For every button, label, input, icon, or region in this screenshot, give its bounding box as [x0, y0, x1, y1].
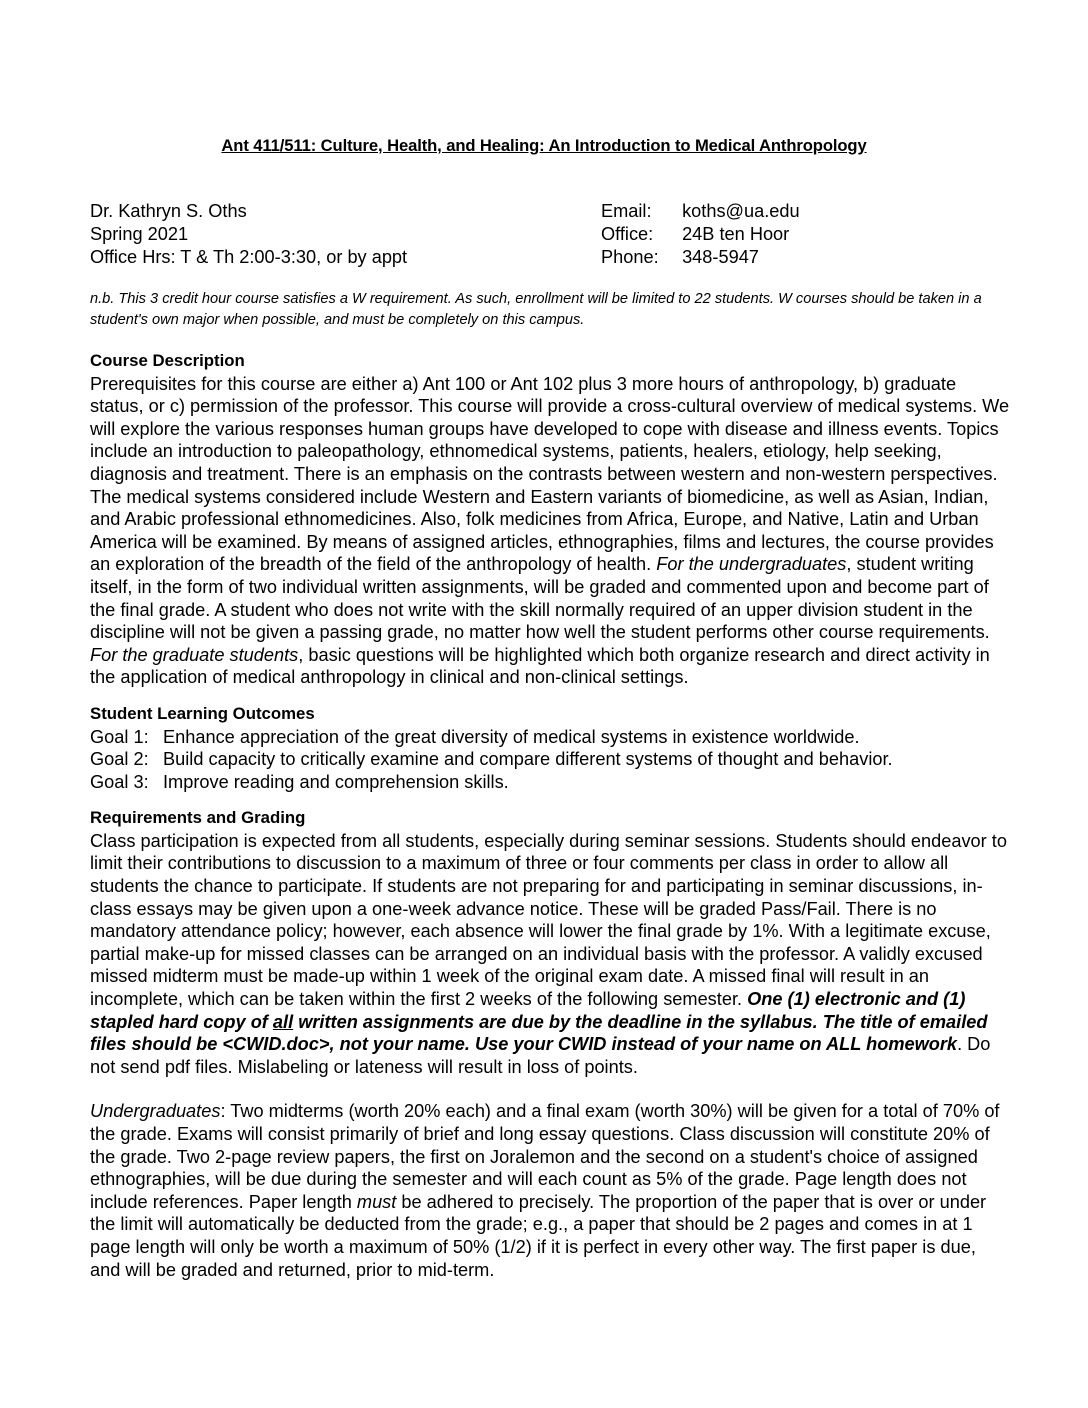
office-label: Office: — [601, 223, 654, 244]
undergraduates-text — [90, 1100, 1010, 1281]
goal-label: Goal 2: — [90, 749, 149, 770]
goal-item — [90, 771, 1010, 794]
requirements-heading: Requirements and Grading — [90, 808, 306, 828]
course-description-part-2: , student writing itself, in the form of two individual written assignments, will be graded and commented upon and become part of the final grade. A student who does not write with the skill normally required of an upper division student in the discipline will not be given a passing grade, no matter how well the student performs other course requirements. — [90, 554, 990, 643]
term: Spring 2021 — [90, 223, 189, 244]
undergraduates-part-2: be adhered to precisely. The proportion of the paper that is over or under the limit will automatically be deducted from the grade; e.g., a paper that should be 2 pages and comes in at 1 page length will only be worth a maximum of 50% (1/2) if it is perfect in every other way. The first paper is due, and will be graded and returned, prior to mid-term. — [90, 1191, 987, 1280]
goal-text: Improve reading and comprehension skills. — [163, 771, 509, 792]
contact-info — [601, 200, 1021, 268]
email-label: Email: — [601, 201, 652, 221]
course-description-section — [90, 350, 1010, 689]
undergraduates-part-1: : Two midterms (worth 20% each) and a final exam (worth 30%) will be given for a total of 70% of the grade. Exams will consist primarily of brief and long essay questions. Class discussion will constitute 20% of the grade. Two 2-page review papers, the first on Joralemon and the second on a student's choice of assigned ethnographies, will be due during the semester and will each count as 5% of the grade. Page length does not include references. Paper length — [90, 1101, 1000, 1212]
email-value: koths@ua.edu — [682, 201, 800, 221]
paragraph-spacer — [90, 1078, 1010, 1100]
goal-text: Enhance appreciation of the great diversity of medical systems in existence worldwide. — [163, 726, 860, 747]
requirements-section — [90, 807, 1010, 1281]
undergraduates-emphasis: For the undergraduates — [656, 554, 847, 575]
document-title: Ant 411/511: Culture, Health, and Healing: An Introduction to Medical Anthropology — [221, 136, 867, 155]
graduate-emphasis: For the graduate students — [90, 644, 299, 665]
goal-label: Goal 3: — [90, 771, 149, 792]
course-description-part-3: , basic questions will be highlighted which both organize research and direct activity in the application of medical anthropology in clinical and non-clinical settings. — [90, 644, 990, 688]
email-line — [601, 200, 1021, 223]
goal-item — [90, 726, 1010, 749]
outcomes-heading: Student Learning Outcomes — [90, 703, 315, 723]
phone-line — [601, 246, 1021, 269]
office-value: 24B ten Hoor — [682, 223, 790, 244]
submission-rule-part-2: written assignments are due by the deadline in the syllabus. The title of emailed files should be <CWID.doc>, not your name. Use your CWID instead of your name on ALL homework — [90, 1011, 988, 1055]
undergraduates-label: Undergraduates — [90, 1101, 221, 1122]
office-line — [601, 223, 1021, 246]
requirements-part-1: Class participation is expected from all students, especially during seminar sessions. Students should endeavor to limit their contributions to discussion to a maximum of three or four comments per class in order to allow all students the chance to participate. If students are not preparing for and participating in seminar discussions, in-class essays may be given upon a one-week advance notice. These will be graded Pass/Fail. There is no mandatory attendance policy; however, each absence will lower the final grade by 1%. With a legitimate excuse, partial make-up for missed classes can be arranged on an individual basis with the professor. A validly excused missed midterm must be made-up within 1 week of the original exam date. A missed final will result in an incomplete, which can be taken within the first 2 weeks of the following semester. — [90, 830, 1007, 1010]
submission-rule-part-1: One (1) electronic and (1) stapled hard copy of — [90, 989, 966, 1032]
goal-item — [90, 748, 1010, 771]
requirements-part-2: . Do not send pdf files. Mislabeling or lateness will result in loss of points. — [90, 1034, 991, 1077]
must-emphasis: must — [356, 1191, 397, 1212]
submission-rule-all: all — [272, 1011, 294, 1032]
instructor-info — [90, 200, 590, 268]
course-description-text — [90, 373, 1010, 689]
goal-label: Goal 1: — [90, 726, 149, 747]
phone-value: 348-5947 — [682, 246, 759, 267]
requirements-text — [90, 830, 1010, 1079]
office-hours: Office Hrs: T & Th 2:00-3:30, or by appt — [90, 246, 408, 267]
w-requirement-note: n.b. This 3 credit hour course satisfies a W requirement. As such, enrollment will be limited to 22 students. W courses should be taken in a student's own major when possible, and must be completely on this campus. — [90, 291, 982, 328]
course-description-heading: Course Description — [90, 351, 245, 370]
syllabus-body — [90, 350, 1010, 1295]
phone-label: Phone: — [601, 246, 659, 267]
goal-text: Build capacity to critically examine and compare different systems of thought and behavior. — [163, 749, 893, 770]
instructor-name: Dr. Kathryn S. Oths — [90, 201, 247, 221]
outcomes-section — [90, 703, 1010, 793]
course-description-part-1: Prerequisites for this course are either a) Ant 100 or Ant 102 plus 3 more hours of anthropology, b) graduate status, or c) permission of the professor. This course will provide a cross-cultural overview of medical systems. We will explore the various responses human groups have developed to cope with disease and illness events. Topics include an introduction to paleopathology, ethnomedical systems, patients, healers, etiology, help seeking, diagnosis and treatment. There is an emphasis on the contrasts between western and non-western perspectives. The medical systems considered include Western and Eastern variants of biomedicine, as well as Asian, Indian, and Arabic professional ethnomedicines. Also, folk medicines from Africa, Europe, and Native, Latin and Urban America will be examined. By means of assigned articles, ethnographies, films and lectures, the course provides an exploration of the breadth of the field of the anthropology of health. — [90, 373, 1010, 575]
